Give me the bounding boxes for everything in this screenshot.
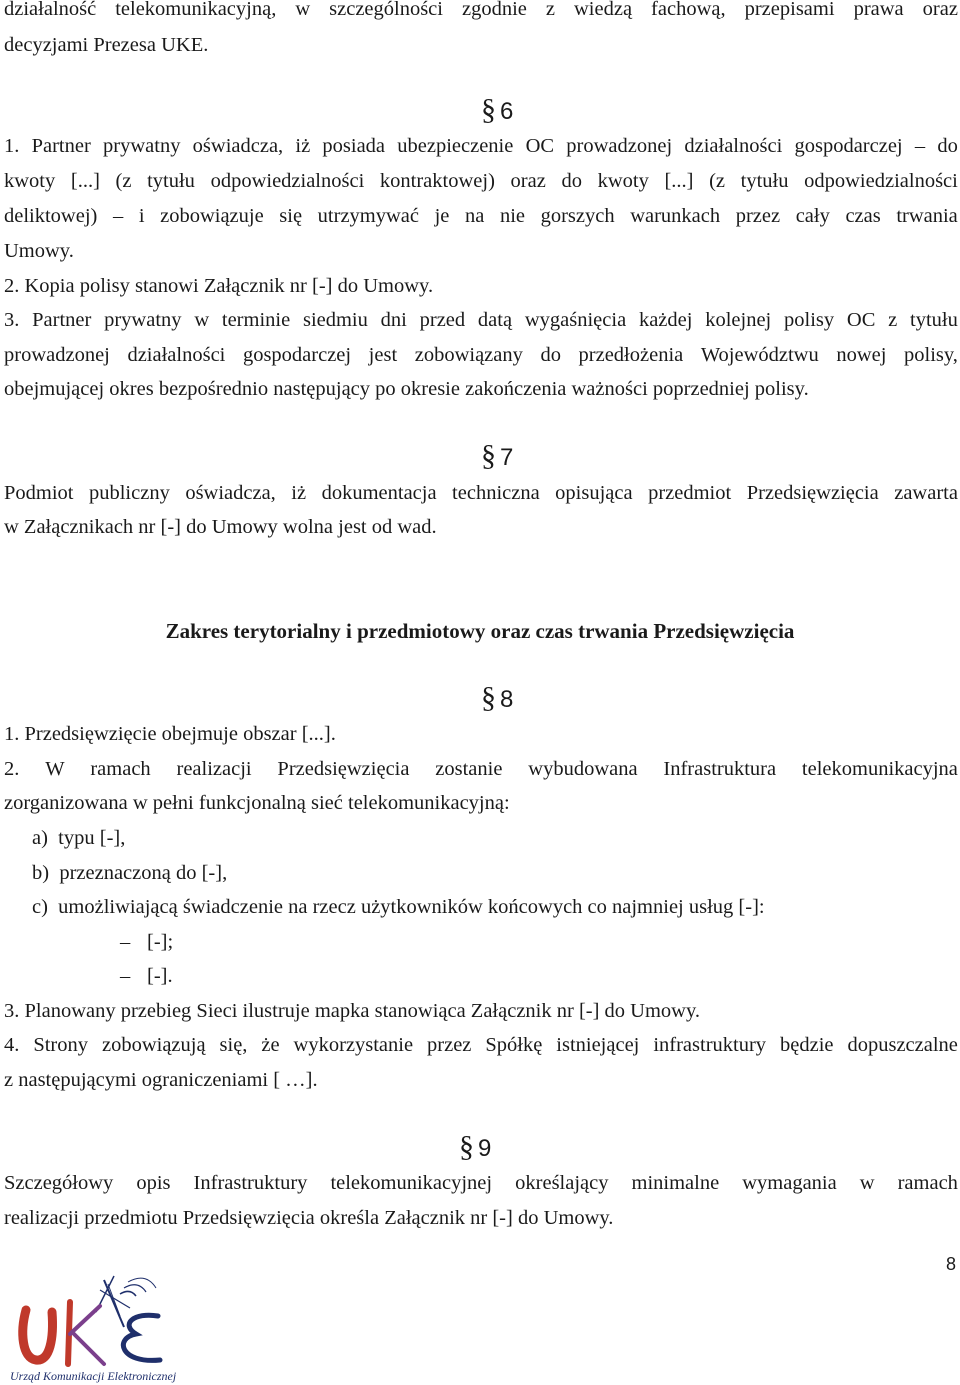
word: w [859, 1172, 875, 1194]
word: iż [291, 482, 307, 504]
word: zobowiązuje [160, 205, 264, 227]
word: w [194, 309, 210, 331]
word: Partner [32, 309, 92, 331]
word: Przedsięwzięcia [746, 482, 879, 504]
word: (z [709, 170, 726, 192]
word: opis [136, 1172, 171, 1194]
list-item-text: [-]; [147, 931, 174, 953]
section-number: 7 [500, 444, 514, 471]
word: telekomunikacyjna [801, 758, 958, 780]
paragraph-line [4, 757, 958, 781]
word: się, [219, 1034, 248, 1056]
word: tytułu [910, 309, 958, 331]
word: gospodarczej [242, 344, 352, 366]
word: gospodarczej [794, 135, 903, 157]
word: telekomunikacyjną, [115, 0, 277, 20]
word: kontraktowej) [379, 170, 495, 192]
chapter-heading: Zakres terytorialny i przedmiotowy oraz czas trwania Przedsięwzięcia [165, 619, 795, 643]
word: w [295, 0, 311, 20]
section-sign-icon: § [459, 1130, 474, 1163]
word: iż [295, 135, 311, 157]
word: jest [368, 344, 398, 366]
word: zostanie [435, 758, 503, 780]
paragraph-line: w Załącznikach nr [-] do Umowy wolna jest od wad. [4, 516, 437, 538]
word: Partner [31, 135, 91, 157]
word: 4. [4, 1034, 20, 1056]
word: odpowiedzialności [804, 170, 958, 192]
word: (z [115, 170, 132, 192]
paragraph-line [4, 1171, 958, 1195]
word: telekomunikacyjnej [330, 1172, 493, 1194]
paragraph-line [4, 134, 958, 158]
word: Podmiot [4, 482, 74, 504]
word: warunkach [630, 205, 721, 227]
logo-letter-u [23, 1310, 53, 1360]
word: przez [735, 205, 781, 227]
word: oświadcza, [185, 482, 276, 504]
word: deliktowej) [4, 205, 98, 227]
word: dopuszczalne [847, 1034, 958, 1056]
section-heading-8 [481, 681, 514, 714]
word: wykorzystanie [293, 1034, 414, 1056]
word: Szczegółowy [4, 1172, 114, 1194]
section-number: 8 [500, 686, 514, 713]
word: zgodnie [461, 0, 527, 20]
word: wiedzą [574, 0, 633, 20]
paragraph-line [4, 204, 958, 228]
word: fachową, [651, 0, 726, 20]
word: 3. [4, 309, 20, 331]
word: Województwu [700, 344, 819, 366]
paragraph-line: 2. Kopia polisy stanowi Załącznik nr [-] do Umowy. [4, 275, 434, 297]
svg-text:Urząd Komunikacji Elektroniczn: Urząd Komunikacji Elektronicznej [10, 1369, 177, 1383]
word: przedmiot [648, 482, 732, 504]
word: prawa [853, 0, 904, 20]
word: się [279, 205, 303, 227]
paragraph-line: obejmującej okres bezpośrednio następujący po okresie zakończenia ważności poprzedniej polisy. [4, 378, 809, 400]
paragraph-line: decyzjami Prezesa UKE. [4, 34, 209, 56]
word: z [545, 0, 555, 20]
word: prowadzonej [566, 135, 673, 157]
word: kwoty [4, 170, 56, 192]
paragraph-line [4, 308, 958, 332]
word: siedmiu [302, 309, 368, 331]
list-item [120, 964, 173, 988]
word: OC [525, 135, 555, 157]
word: zawarta [894, 482, 958, 504]
logo-letter-k [68, 1302, 104, 1364]
paragraph-line [4, 169, 958, 193]
word: terminie [221, 309, 291, 331]
section-sign-icon: § [481, 681, 496, 714]
word: i [138, 205, 145, 227]
word: [...] [70, 170, 100, 192]
list-item: c) umożliwiającą świadczenie na rzecz użytkowników końcowych co najmniej usług [-]: [32, 896, 765, 918]
word: OC [846, 309, 876, 331]
word: Infrastruktura [663, 758, 777, 780]
word: polisy [784, 309, 835, 331]
word: prywatny [103, 135, 181, 157]
word: tytułu [740, 170, 789, 192]
list-item: b) przeznaczoną do [-], [32, 862, 228, 884]
word: wybudowana [528, 758, 638, 780]
word: polisy, [904, 344, 958, 366]
word: Spółkę [485, 1034, 543, 1056]
section-heading-9 [459, 1130, 492, 1163]
section-sign-icon: § [481, 439, 496, 472]
word: przepisami [744, 0, 835, 20]
word: techniczna [452, 482, 540, 504]
word: będzie [780, 1034, 834, 1056]
word: [...] [664, 170, 694, 192]
word: wymagania [742, 1172, 837, 1194]
dash-bullet-icon: – [120, 931, 131, 953]
list-item-text: [-]. [147, 965, 173, 987]
word: posiada [322, 135, 386, 157]
word: czas [845, 205, 881, 227]
word: W [45, 758, 65, 780]
paragraph-line: realizacji przedmiotu Przedsięwzięcia określa Załącznik nr [-] do Umowy. [4, 1207, 614, 1229]
word: każdej [638, 309, 693, 331]
word: do [540, 344, 561, 366]
page-number: 8 [945, 1254, 956, 1274]
word: datą [477, 309, 513, 331]
word: 1. [4, 135, 20, 157]
word: że [261, 1034, 280, 1056]
word: ramach [897, 1172, 958, 1194]
word: Infrastruktury [193, 1172, 308, 1194]
word: działalności [684, 135, 783, 157]
paragraph-line: z następującymi ograniczeniami [ …]. [4, 1069, 318, 1091]
list-item: a) typu [-], [32, 827, 126, 849]
word: odpowiedzialności [210, 170, 365, 192]
word: Strony [33, 1034, 89, 1056]
word: trwania [896, 205, 958, 227]
list-item [120, 930, 173, 954]
word: przed [419, 309, 466, 331]
paragraph-line [4, 1033, 958, 1057]
paragraph-line: zorganizowana w pełni funkcjonalną sieć telekomunikacyjną: [4, 792, 510, 814]
word: utrzymywać [317, 205, 419, 227]
word: wygaśnięcia [524, 309, 627, 331]
uke-logo [8, 1272, 188, 1385]
paragraph-line: Umowy. [4, 240, 74, 262]
dash-bullet-icon: – [120, 965, 131, 987]
antenna-icon [96, 1276, 156, 1327]
word: infrastruktury [653, 1034, 767, 1056]
paragraph-line [4, 481, 958, 505]
word: działalności [127, 344, 226, 366]
word: gorszych [540, 205, 615, 227]
paragraph-line: 3. Planowany przebieg Sieci ilustruje mapka stanowiąca Załącznik nr [-] do Umowy. [4, 1000, 701, 1022]
word: działalność [4, 0, 97, 20]
word: kwoty [597, 170, 649, 192]
word: opisująca [555, 482, 633, 504]
word: dokumentacja [321, 482, 437, 504]
word: tytułu [147, 170, 195, 192]
word: prowadzonej [4, 344, 110, 366]
word: do [937, 135, 958, 157]
word: – [112, 205, 124, 227]
word: określający [515, 1172, 609, 1194]
word: na [464, 205, 485, 227]
word: istniejącej [556, 1034, 640, 1056]
word: 2. [4, 758, 20, 780]
word: oświadcza, [192, 135, 284, 157]
word: publiczny [88, 482, 170, 504]
word: przez [427, 1034, 472, 1056]
section-sign-icon: § [481, 93, 496, 126]
paragraph-line: 1. Przedsięwzięcie obejmuje obszar [...]. [4, 723, 336, 745]
word: kolejnej [705, 309, 772, 331]
section-number: 9 [478, 1135, 492, 1162]
word: do [561, 170, 582, 192]
section-heading-6 [481, 93, 514, 126]
word: ramach [90, 758, 151, 780]
word: ubezpieczenie [397, 135, 514, 157]
word: minimalne [631, 1172, 720, 1194]
paragraph-line [4, 343, 958, 367]
word: oraz [510, 170, 546, 192]
logo-letter-e [123, 1315, 160, 1360]
word: je [434, 205, 450, 227]
section-number: 6 [500, 98, 514, 125]
word: Przedsięwzięcia [277, 758, 410, 780]
section-heading-7 [481, 439, 514, 472]
word: realizacji [176, 758, 252, 780]
word: zobowiązany [414, 344, 523, 366]
word: oraz [922, 0, 958, 20]
word: przedłożenia [578, 344, 684, 366]
word: dni [380, 309, 407, 331]
word: cały [795, 205, 830, 227]
paragraph-line [4, 0, 958, 21]
word: zobowiązują [101, 1034, 206, 1056]
word: szczególności [329, 0, 443, 20]
word: – [914, 135, 926, 157]
word: nowej [836, 344, 887, 366]
word: prywatny [104, 309, 182, 331]
word: z [888, 309, 898, 331]
word: nie [499, 205, 525, 227]
